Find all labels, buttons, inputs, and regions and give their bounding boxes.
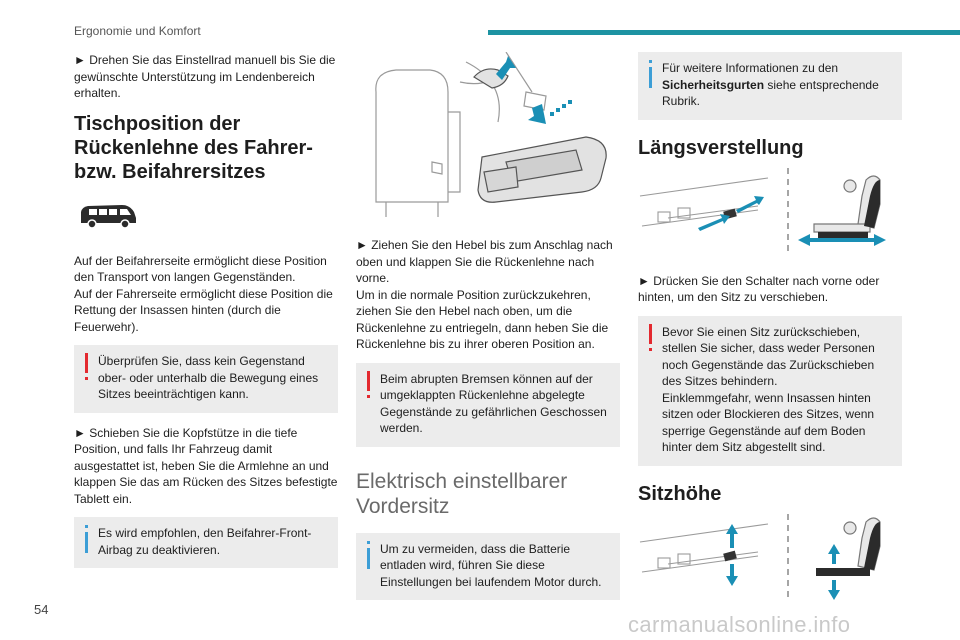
section-title-longitudinal: Längsverstellung [638, 136, 804, 159]
section-title-electric-seat: Elektrisch einstellbarer Vordersitz [356, 469, 568, 518]
warning-icon [648, 324, 653, 352]
running-header: Ergonomie und Komfort [74, 24, 201, 38]
info-text: Um zu vermeiden, dass die Batterie entladen wird, führen Sie diese Einstellungen bei laufendem Motor durch. [380, 541, 602, 589]
section-title-table-position: Tischposition der Rückenlehne des Fahrer- bzw. Beifahrersitzes [74, 112, 313, 183]
longitudinal-adjustment-illustration [638, 166, 902, 258]
column-1 [74, 52, 338, 580]
watermark: carmanualsonline.info [628, 612, 851, 637]
lumbar-instruction: ► Drehen Sie das Einstellrad manuell bis Sie die gewünschte Unterstützung im Lendenbereich erhalten. [74, 53, 336, 100]
headrest-instruction: ► Schieben Sie die Kopfstütze in die tiefe Position, und falls Ihr Fahrzeug damit ausgestattet ist, heben Sie die Armlehne an und klappen Sie das am Rücken des Sitzes befestigte Tablett ein. [74, 425, 338, 506]
info-text: Es wird empfohlen, den Beifahrer-Front-Airbag zu deaktivieren. [98, 526, 312, 557]
warning-icon [84, 353, 89, 381]
info-note [356, 533, 620, 601]
warning-note [638, 316, 902, 466]
info-note [74, 517, 338, 568]
info-icon [366, 541, 371, 569]
warning-note [74, 345, 338, 413]
column-2 [356, 52, 620, 612]
header-accent-bar [488, 30, 960, 35]
info-icon [648, 60, 653, 88]
warning-note [356, 363, 620, 447]
section-title-seat-height: Sitzhöhe [638, 482, 722, 505]
seat-fold-illustration [356, 52, 620, 224]
longitudinal-instruction: ► Drücken Sie den Schalter nach vorne oder hinten, um den Sitz zu verschieben. [638, 273, 880, 304]
info-icon [84, 525, 89, 553]
warning-text: Beim abrupten Bremsen können auf der umgeklappten Rückenlehne abgelegte Gegenstände zu gefährlichen Geschossen werden. [380, 371, 607, 435]
info-note [638, 52, 902, 120]
fold-instruction: ► Ziehen Sie den Hebel bis zum Anschlag nach oben und klappen Sie die Rückenlehne nach vorne. Um in die normale Position zurückzukehren, ziehen Sie den Hebel nach oben, um die Rückenlehne zu entriegeln, dann heben Sie die Rückenlehne bis zu ihrer oberen Position an. [356, 238, 613, 351]
info-text: Für weitere Informationen zu den Sicherheitsgurten siehe entsprechende Rubrik. [662, 61, 879, 108]
table-position-description: Auf der Beifahrerseite ermöglicht diese Position den Transport von langen Gegenständen. Auf der Fahrerseite ermöglicht diese Position die Rettung der Insassen hinten (durch die Feuerwehr). [74, 253, 333, 334]
seatbelt-link-text: Sicherheitsgurten [662, 77, 765, 92]
seat-height-illustration [638, 512, 902, 604]
page-number: 54 [34, 602, 49, 617]
warning-icon [366, 371, 371, 399]
van-icon [78, 202, 138, 230]
column-3 [638, 52, 902, 619]
warning-text: Bevor Sie einen Sitz zurückschieben, stellen Sie sicher, dass weder Personen noch Gegenstände das Zurückschieben des Sitzes behindern. Einklemmgefahr, wenn Insassen hinten sitzen oder Blockieren des Sitzes, wenn sperrige Gegenstände auf dem Boden hinter dem Sitz abgestellt sind. [662, 324, 875, 454]
warning-text: Überprüfen Sie, dass kein Gegenstand ober- oder unterhalb die Bewegung eines Sitzes beeinträchtigen kann. [98, 354, 319, 401]
